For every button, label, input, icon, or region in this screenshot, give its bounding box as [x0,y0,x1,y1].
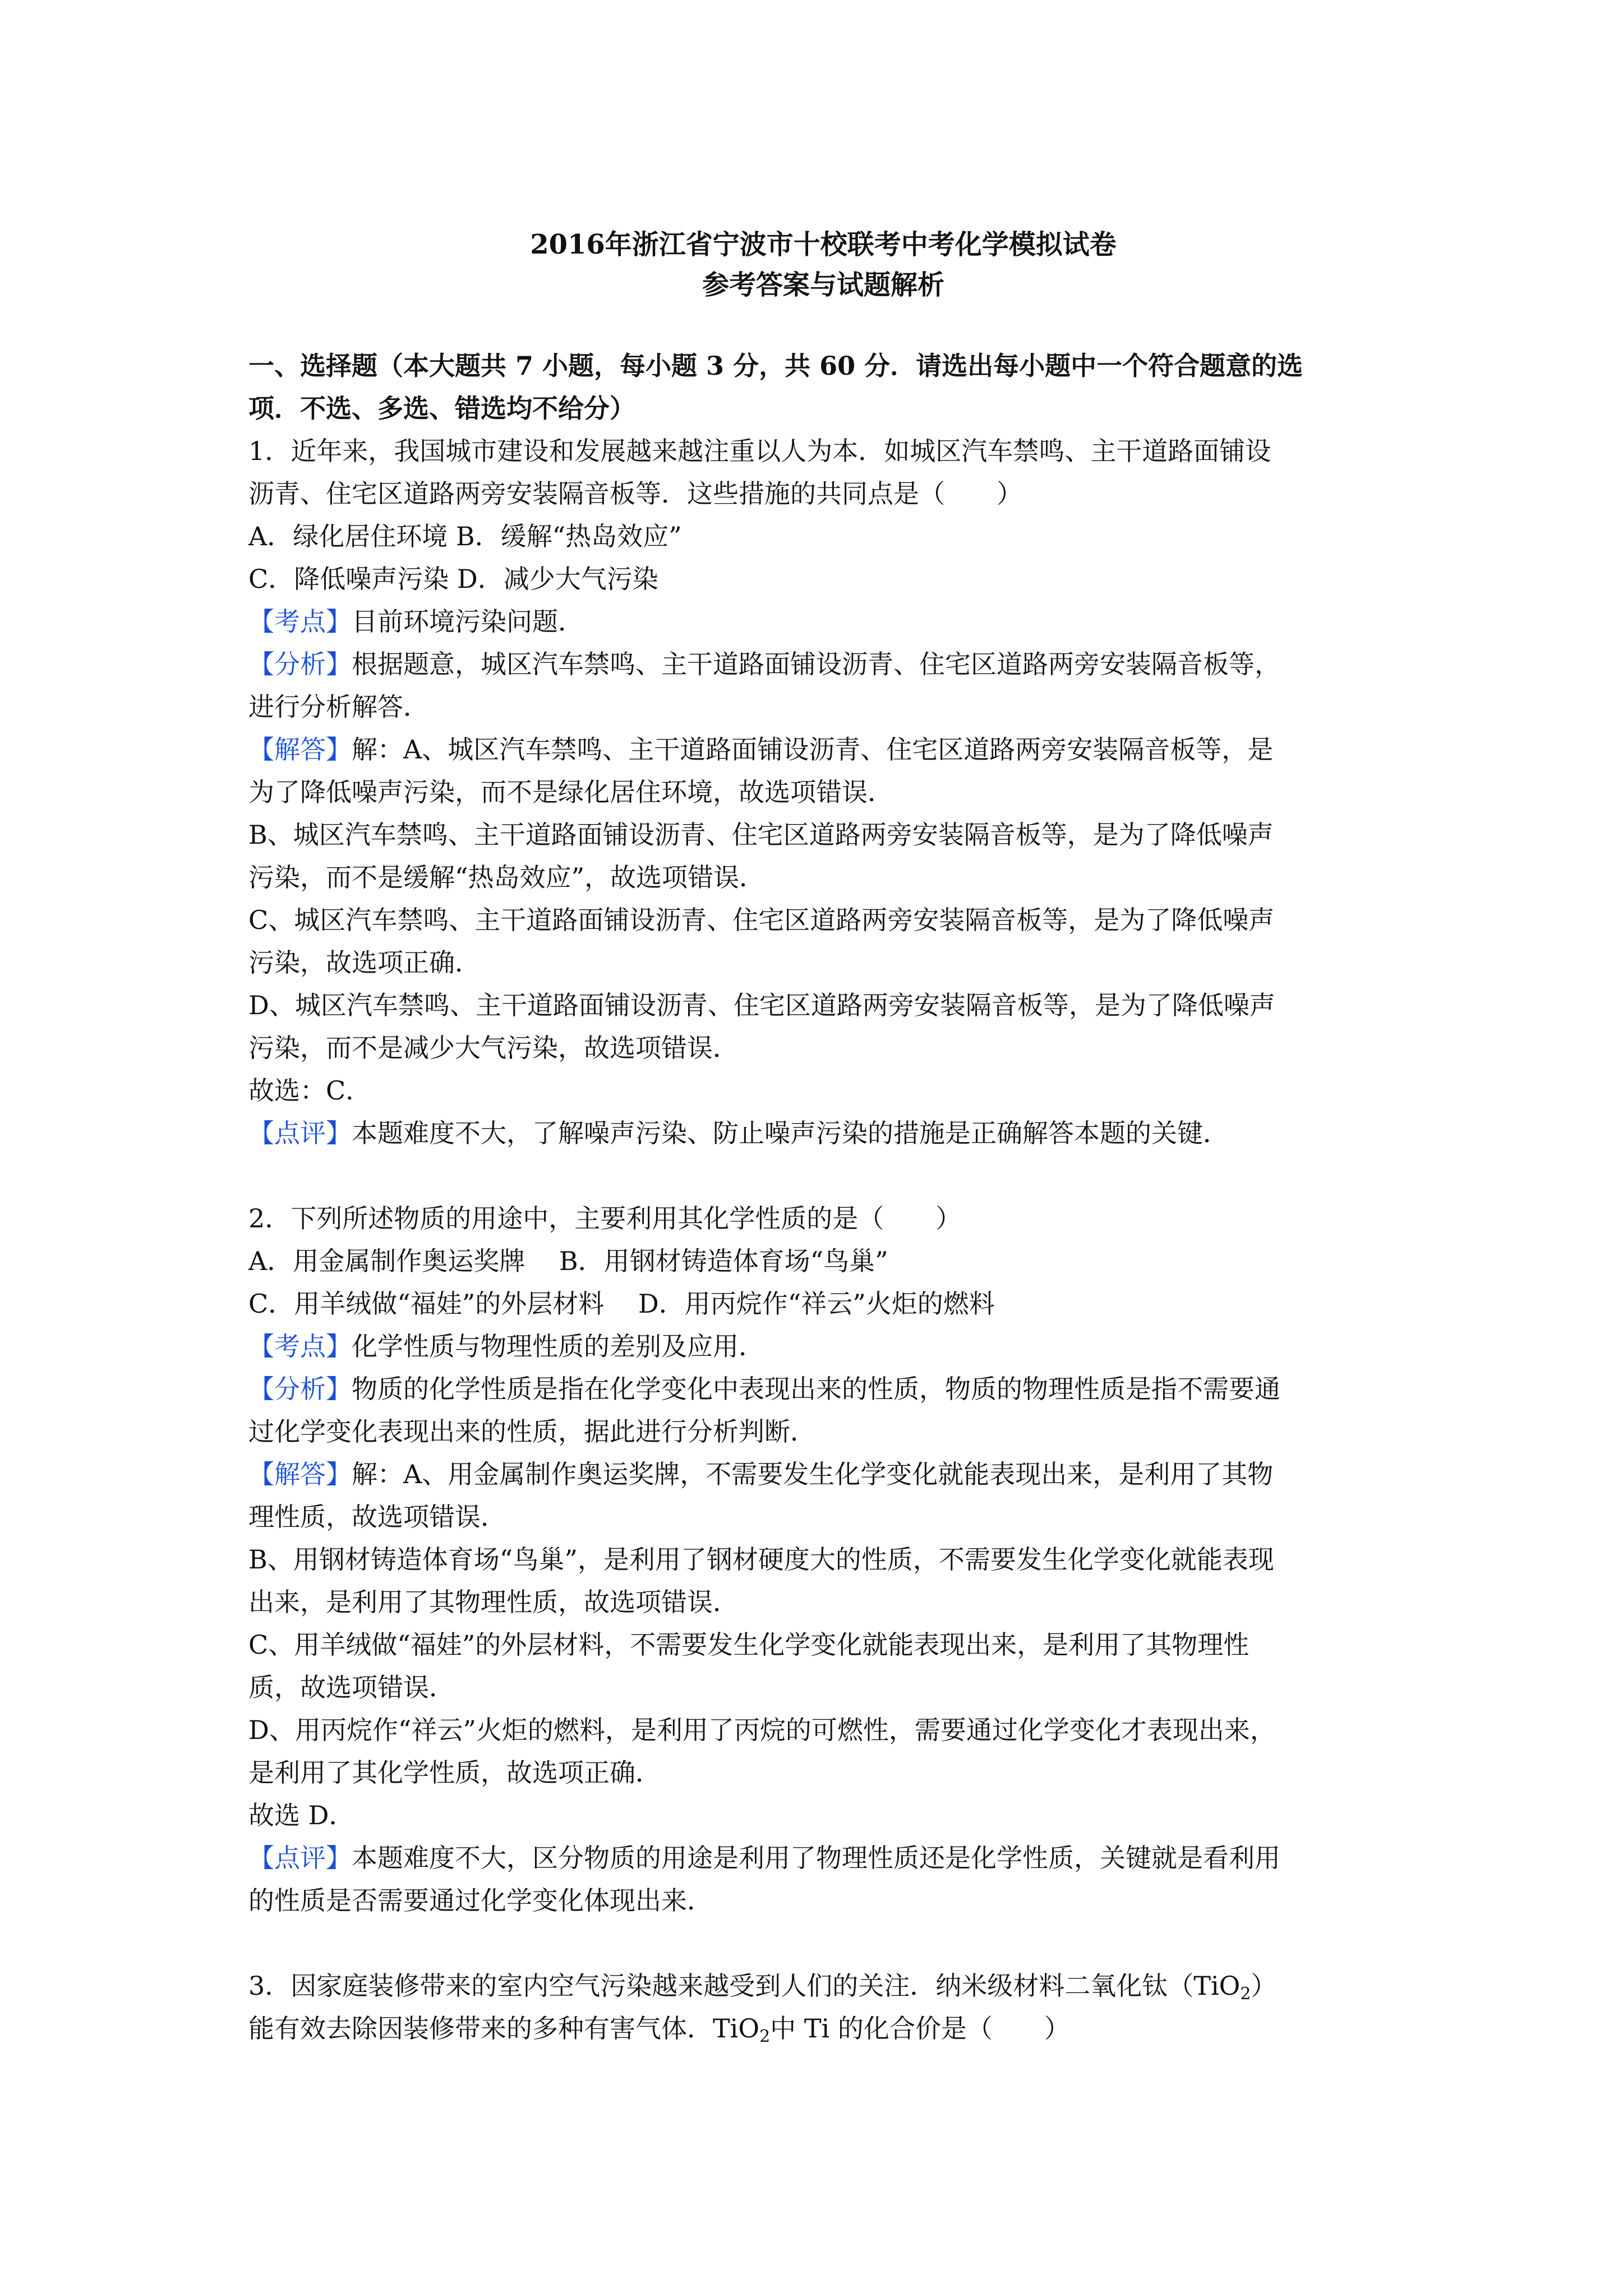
q1-stem-line-2: 沥青、住宅区道路两旁安装隔音板等．这些措施的共同点是（ ） [248,478,1022,509]
title-line-2: 参考答案与试题解析 [702,269,944,301]
q1-jieda-line-1 [248,728,1398,771]
q3-stem-text-1b: ） [1251,1971,1277,2001]
q1-jieda-line-5: C、城区汽车禁鸣、主干道路面铺设沥青、住宅区道路两旁安装隔音板等，是为了降低噪声 [248,905,1275,935]
q2-kaodian [248,1325,1398,1368]
q2-options-line-1: A．用金属制作奥运奖牌 B．用钢材铸造体育场“鸟巢” [248,1246,888,1276]
q3-stem-text-1a: 3．因家庭装修带来的室内空气污染越来越受到人们的关注．纳米级材料二氧化钛（TiO [248,1971,1241,2001]
q1-dianping [248,1112,1398,1154]
fenxi-tag: 【分析】 [248,1374,352,1404]
document-page [248,224,1398,2050]
question-3 [248,1964,1398,2050]
title-line-1: 2016年浙江省宁波市十校联考中考化学模拟试卷 [530,229,1117,260]
dianping-tag: 【点评】 [248,1118,352,1148]
q1-jieda-line-7: D、城区汽车禁鸣、主干道路面铺设沥青、住宅区道路两旁安装隔音板等，是为了降低噪声 [248,990,1275,1020]
q2-jieda-line-2: 理性质，故选项错误． [248,1502,506,1532]
q2-stem-line-1: 2．下列所述物质的用途中，主要利用其化学性质的是（ ） [248,1203,962,1234]
q2-jieda-line-8: 是利用了其化学性质，故选项正确． [248,1757,661,1788]
kaodian-tag: 【考点】 [248,1331,352,1361]
q2-jieda-text-1: 解：A、用金属制作奥运奖牌，不需要发生化学变化就能表现出来，是利用了其物 [352,1459,1274,1489]
dianping-tag: 【点评】 [248,1843,352,1873]
q2-jieda-line-4: 出来，是利用了其物理性质，故选项错误． [248,1587,739,1617]
question-1 [248,430,1398,1154]
q2-jieda-line-3: B、用钢材铸造体育场“鸟巢”，是利用了钢材硬度大的性质，不需要发生化学变化就能表现 [248,1544,1274,1575]
q2-kaodian-text: 化学性质与物理性质的差别及应用． [352,1331,764,1361]
section-heading [248,344,1398,430]
q1-answer: 故选：C． [248,1075,372,1106]
q3-stem-line-2 [248,2007,1398,2050]
q2-jieda-line-7: D、用丙烷作“祥云”火炬的燃料，是利用了丙烷的可燃性，需要通过化学变化才表现出来， [248,1715,1276,1745]
q3-stem-text-2a: 能有效去除因装修带来的多种有害气体．TiO [248,2013,760,2044]
q1-jieda-text-1: 解：A、城区汽车禁鸣、主干道路面铺设沥青、住宅区道路两旁安装隔音板等，是 [352,734,1274,765]
q1-stem-line-1: 1．近年来，我国城市建设和发展越来越注重以人为本．如城区汽车禁鸣、主干道路面铺设 [248,436,1271,466]
section-heading-line-2: 项．不选、多选、错选均不给分） [248,393,635,424]
q1-kaodian-text: 目前环境污染问题． [352,606,584,637]
q1-options-line-2: C．降低噪声污染 D．减少大气污染 [248,564,658,594]
q1-kaodian [248,600,1398,643]
q3-stem-text-2b: 中 Ti 的化合价是（ ） [770,2013,1070,2044]
q2-dianping-text-1: 本题难度不大，区分物质的用途是利用了物理性质还是化学性质，关键就是看利用 [352,1843,1280,1873]
jieda-tag: 【解答】 [248,734,352,765]
question-2 [248,1197,1398,1922]
spacer [248,1154,1398,1197]
q2-dianping-line-2: 的性质是否需要通过化学变化体现出来． [248,1885,713,1916]
q1-fenxi-line-1 [248,643,1398,685]
jieda-tag: 【解答】 [248,1459,352,1489]
q2-jieda-line-6: 质，故选项错误． [248,1672,455,1703]
q1-jieda-line-2: 为了降低噪声污染，而不是绿化居住环境，故选项错误． [248,777,893,807]
q1-fenxi-text-1: 根据题意，城区汽车禁鸣、主干道路面铺设沥青、住宅区道路两旁安装隔音板等， [352,649,1280,679]
q2-fenxi-text-1: 物质的化学性质是指在化学变化中表现出来的性质，物质的物理性质是指不需要通 [352,1374,1280,1404]
spacer [248,1922,1398,1964]
section-heading-line-1: 一、选择题（本大题共 7 小题，每小题 3 分，共 60 分．请选出每小题中一个符合题意的选 [248,351,1303,381]
q1-jieda-line-4: 污染，而不是缓解“热岛效应”，故选项错误． [248,862,766,892]
q1-options-line-1: A．绿化居住环境 B．缓解“热岛效应” [248,521,682,551]
q2-dianping-line-1 [248,1837,1398,1879]
kaodian-tag: 【考点】 [248,606,352,637]
q1-jieda-line-8: 污染，而不是减少大气污染，故选项错误． [248,1033,739,1063]
q1-jieda-line-6: 污染，故选项正确． [248,947,481,978]
q2-fenxi-line-1 [248,1368,1398,1410]
q1-fenxi-line-2: 进行分析解答． [248,692,429,722]
q1-dianping-text: 本题难度不大，了解噪声污染、防止噪声污染的措施是正确解答本题的关键． [352,1118,1229,1148]
q1-jieda-line-3: B、城区汽车禁鸣、主干道路面铺设沥青、住宅区道路两旁安装隔音板等，是为了降低噪声 [248,820,1274,850]
q2-answer: 故选 D． [248,1800,355,1830]
fenxi-tag: 【分析】 [248,649,352,679]
q2-jieda-line-1 [248,1453,1398,1496]
document-title [248,224,1398,305]
q3-subscript-1: 2 [1240,1984,1251,2004]
q2-jieda-line-5: C、用羊绒做“福娃”的外层材料，不需要发生化学变化就能表现出来，是利用了其物理性 [248,1630,1249,1660]
q2-fenxi-line-2: 过化学变化表现出来的性质，据此进行分析判断． [248,1416,816,1447]
q2-options-line-2: C．用羊绒做“福娃”的外层材料 D．用丙烷作“祥云”火炬的燃料 [248,1289,995,1319]
q3-subscript-2: 2 [759,2027,771,2046]
q3-stem-line-1 [248,1964,1398,2007]
